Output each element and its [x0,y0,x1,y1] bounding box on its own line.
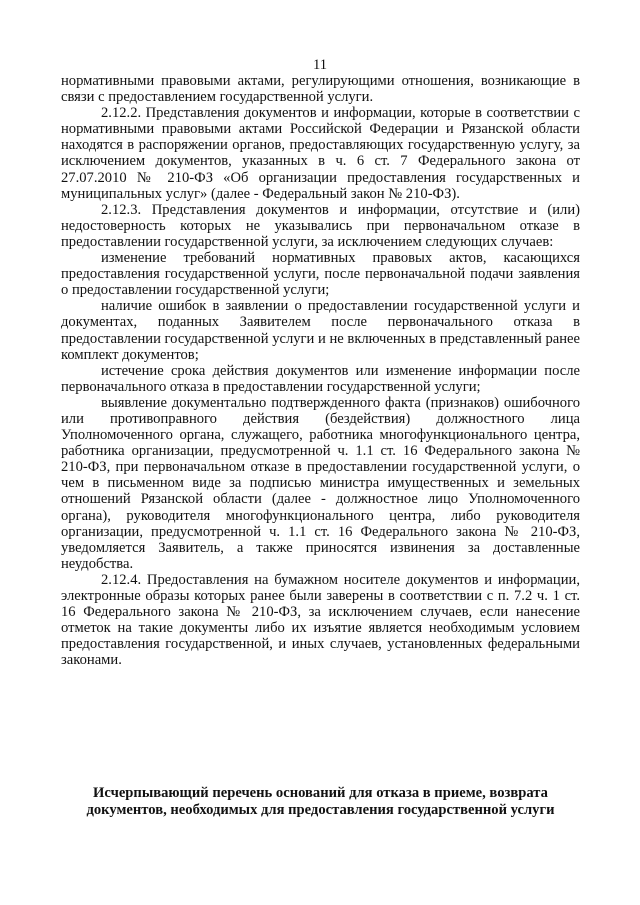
list-item-document-expiry: истечение срока действия документов или изменение информации после первоначального отказа в предоставлении государственной услуги; [61,362,580,395]
section-heading-line: Исчерпывающий перечень оснований для отказа в приеме, возврата [93,785,548,801]
paragraph-continuation: нормативными правовыми актами, регулирующими отношения, возникающие в связи с предоставлением государственной услуги. [61,73,580,106]
page-number: 11 [312,57,328,73]
body-text [61,73,580,668]
paragraph-2-12-3: 2.12.3. Представления документов и информации, отсутствие и (или) недостоверность которых не указывались при первоначальном отказе в предоставлении государственной услуги, за исключением следующих случаев: [61,201,580,250]
list-item-official-misconduct: выявление документально подтвержденного факта (признаков) ошибочного или противоправного действия (бездействия) должностного лица Уполномоченного органа, служащего, работника многофункционального центра, работника организации, предусмотренной ч. 1.1 ст. 16 Федерального закона № 210-ФЗ, при первоначальном отказе в предоставлении государственной услуги, о чем в письменном виде за подписью министра имущественных и земельных отношений Рязанской области (далее - должностное лицо Уполномоченного органа), руководителя многофункционального центра, либо руководителя организации, предусмотренной ч. 1.1 ст. 16 Федерального закона № 210-ФЗ, уведомляется Заявитель, а также приносятся извинения за доставленные неудобства. [61,394,580,572]
list-item-requirements-change: изменение требований нормативных правовых актов, касающихся предоставления государственной услуги, после первоначальной подачи заявления о предоставлении государственной услуги; [61,250,580,299]
list-item-application-errors: наличие ошибок в заявлении о предоставлении государственной услуги и документах, поданных Заявителем после первоначального отказа в предоставлении государственной услуги и не включенных в представленный ранее комплект документов; [61,298,580,363]
section-heading [61,785,580,818]
paragraph-2-12-2: 2.12.2. Представления документов и информации, которые в соответствии с нормативными правовыми актами Российской Федерации и Рязанской области находятся в распоряжении органов, предоставляющих государственную услугу, за исключением документов, указанных в ч. 6 ст. 7 Федерального закона от 27.07.2010 № 210-ФЗ «Об организации предоставления государственных и муниципальных услуг» (далее - Федеральный закон № 210-ФЗ). [61,105,580,202]
section-heading-line: документов, необходимых для предоставления государственной услуги [86,801,555,818]
paragraph-2-12-4: 2.12.4. Предоставления на бумажном носителе документов и информации, электронные образы которых ранее были заверены в соответствии с п. 7.2 ч. 1 ст. 16 Федерального закона № 210-ФЗ, за исключением случаев, если нанесение отметок на такие документы либо их изъятие является необходимым условием предоставления государственной, и иных случаев, установленных федеральными законами. [61,571,580,669]
